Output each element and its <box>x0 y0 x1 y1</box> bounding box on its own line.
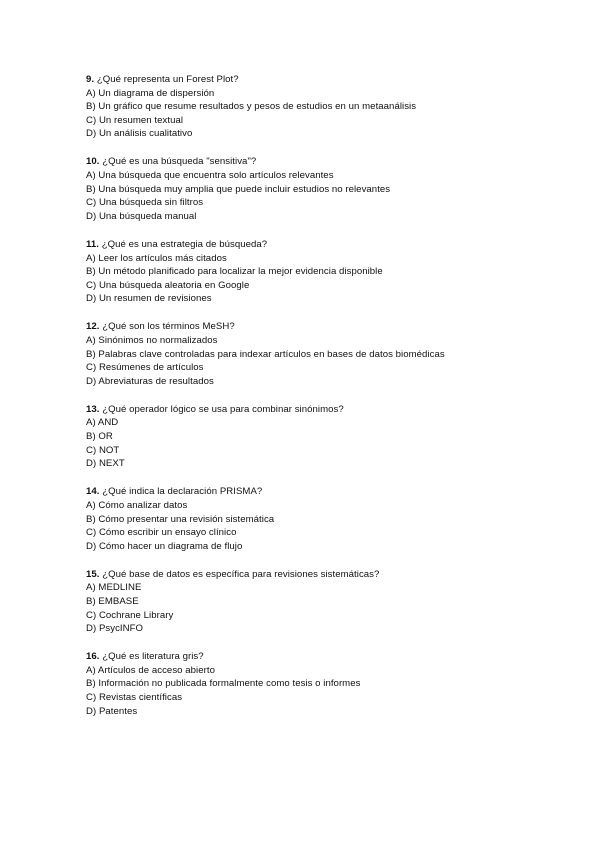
answer-option-a: A) Cómo analizar datos <box>86 499 188 511</box>
question-16 <box>86 650 566 718</box>
answer-option-c: C) Una búsqueda aleatoria en Google <box>86 279 250 291</box>
question-line <box>86 568 566 582</box>
question-number: 9. <box>86 74 95 85</box>
question-line <box>86 73 566 87</box>
answer-option-d: D) Patentes <box>86 705 138 717</box>
question-line <box>86 238 566 252</box>
question-line <box>86 155 566 169</box>
question-line <box>86 403 566 417</box>
answer-option-b: B) OR <box>86 431 113 443</box>
answer-option-a: A) Artículos de acceso abierto <box>86 664 215 676</box>
question-9 <box>86 73 566 141</box>
question-text: ¿Qué es una estrategia de búsqueda? <box>101 238 268 250</box>
answer-option-a: A) AND <box>86 417 119 429</box>
answer-option-c: C) Revistas científicas <box>86 692 183 704</box>
answer-option-c: C) NOT <box>86 444 120 456</box>
answer-option-a: A) MEDLINE <box>86 582 142 594</box>
answer-option-b: B) Una búsqueda muy amplia que puede incluir estudios no relevantes <box>86 183 391 195</box>
question-text: ¿Qué representa un Forest Plot? <box>96 74 239 85</box>
question-number: 10. <box>86 156 100 168</box>
question-list <box>86 73 566 733</box>
question-text: ¿Qué base de datos es específica para revisiones sistemáticas? <box>102 568 380 580</box>
answer-option-b: B) Un método planificado para localizar la mejor evidencia disponible <box>86 266 383 278</box>
question-number: 16. <box>86 651 100 663</box>
answer-option-d: D) Un análisis cualitativo <box>86 128 193 140</box>
answer-option-c: C) Una búsqueda sin filtros <box>86 197 204 209</box>
answer-option-d: D) Cómo hacer un diagrama de flujo <box>86 540 243 552</box>
answer-option-b: B) Palabras clave controladas para indexar artículos en bases de datos biomédicas <box>86 348 445 360</box>
question-text: ¿Qué son los términos MeSH? <box>102 321 235 333</box>
answer-option-b: B) Un gráfico que resume resultados y pesos de estudios en un metaanálisis <box>86 101 417 113</box>
answer-option-d: D) Un resumen de revisiones <box>86 293 212 305</box>
question-12 <box>86 320 566 388</box>
question-13 <box>86 403 566 471</box>
answer-option-b: B) Información no publicada formalmente como tesis o informes <box>86 678 361 690</box>
answer-option-c: C) Resúmenes de artículos <box>86 362 204 374</box>
question-line <box>86 320 566 334</box>
answer-option-a: A) Leer los artículos más citados <box>86 252 227 264</box>
answer-option-a: A) Un diagrama de dispersión <box>86 87 215 99</box>
question-15 <box>86 568 566 636</box>
question-number: 12. <box>86 321 100 333</box>
answer-option-d: D) Una búsqueda manual <box>86 210 197 222</box>
question-line <box>86 650 566 664</box>
answer-option-c: C) Cómo escribir un ensayo clínico <box>86 527 237 539</box>
question-14 <box>86 485 566 553</box>
question-11 <box>86 238 566 306</box>
answer-option-d: D) NEXT <box>86 458 125 470</box>
question-text: ¿Qué operador lógico se usa para combinar sinónimos? <box>102 403 344 415</box>
question-number: 14. <box>86 486 100 498</box>
answer-option-d: D) PsycINFO <box>86 623 144 635</box>
question-text: ¿Qué es una búsqueda "sensitiva"? <box>102 156 257 168</box>
question-number: 13. <box>86 403 100 415</box>
answer-option-a: A) Una búsqueda que encuentra solo artículos relevantes <box>86 170 334 182</box>
question-number: 15. <box>86 568 100 580</box>
question-text: ¿Qué indica la declaración PRISMA? <box>102 486 263 498</box>
question-10 <box>86 155 566 223</box>
answer-option-d: D) Abreviaturas de resultados <box>86 375 214 387</box>
answer-option-b: B) Cómo presentar una revisión sistemática <box>86 513 275 525</box>
question-number: 11. <box>86 238 99 250</box>
answer-option-c: C) Cochrane Library <box>86 609 174 621</box>
answer-option-c: C) Un resumen textual <box>86 114 184 126</box>
answer-option-a: A) Sinónimos no normalizados <box>86 335 218 346</box>
answer-option-b: B) EMBASE <box>86 596 139 607</box>
question-text: ¿Qué es literatura gris? <box>102 651 204 663</box>
question-line <box>86 485 566 499</box>
